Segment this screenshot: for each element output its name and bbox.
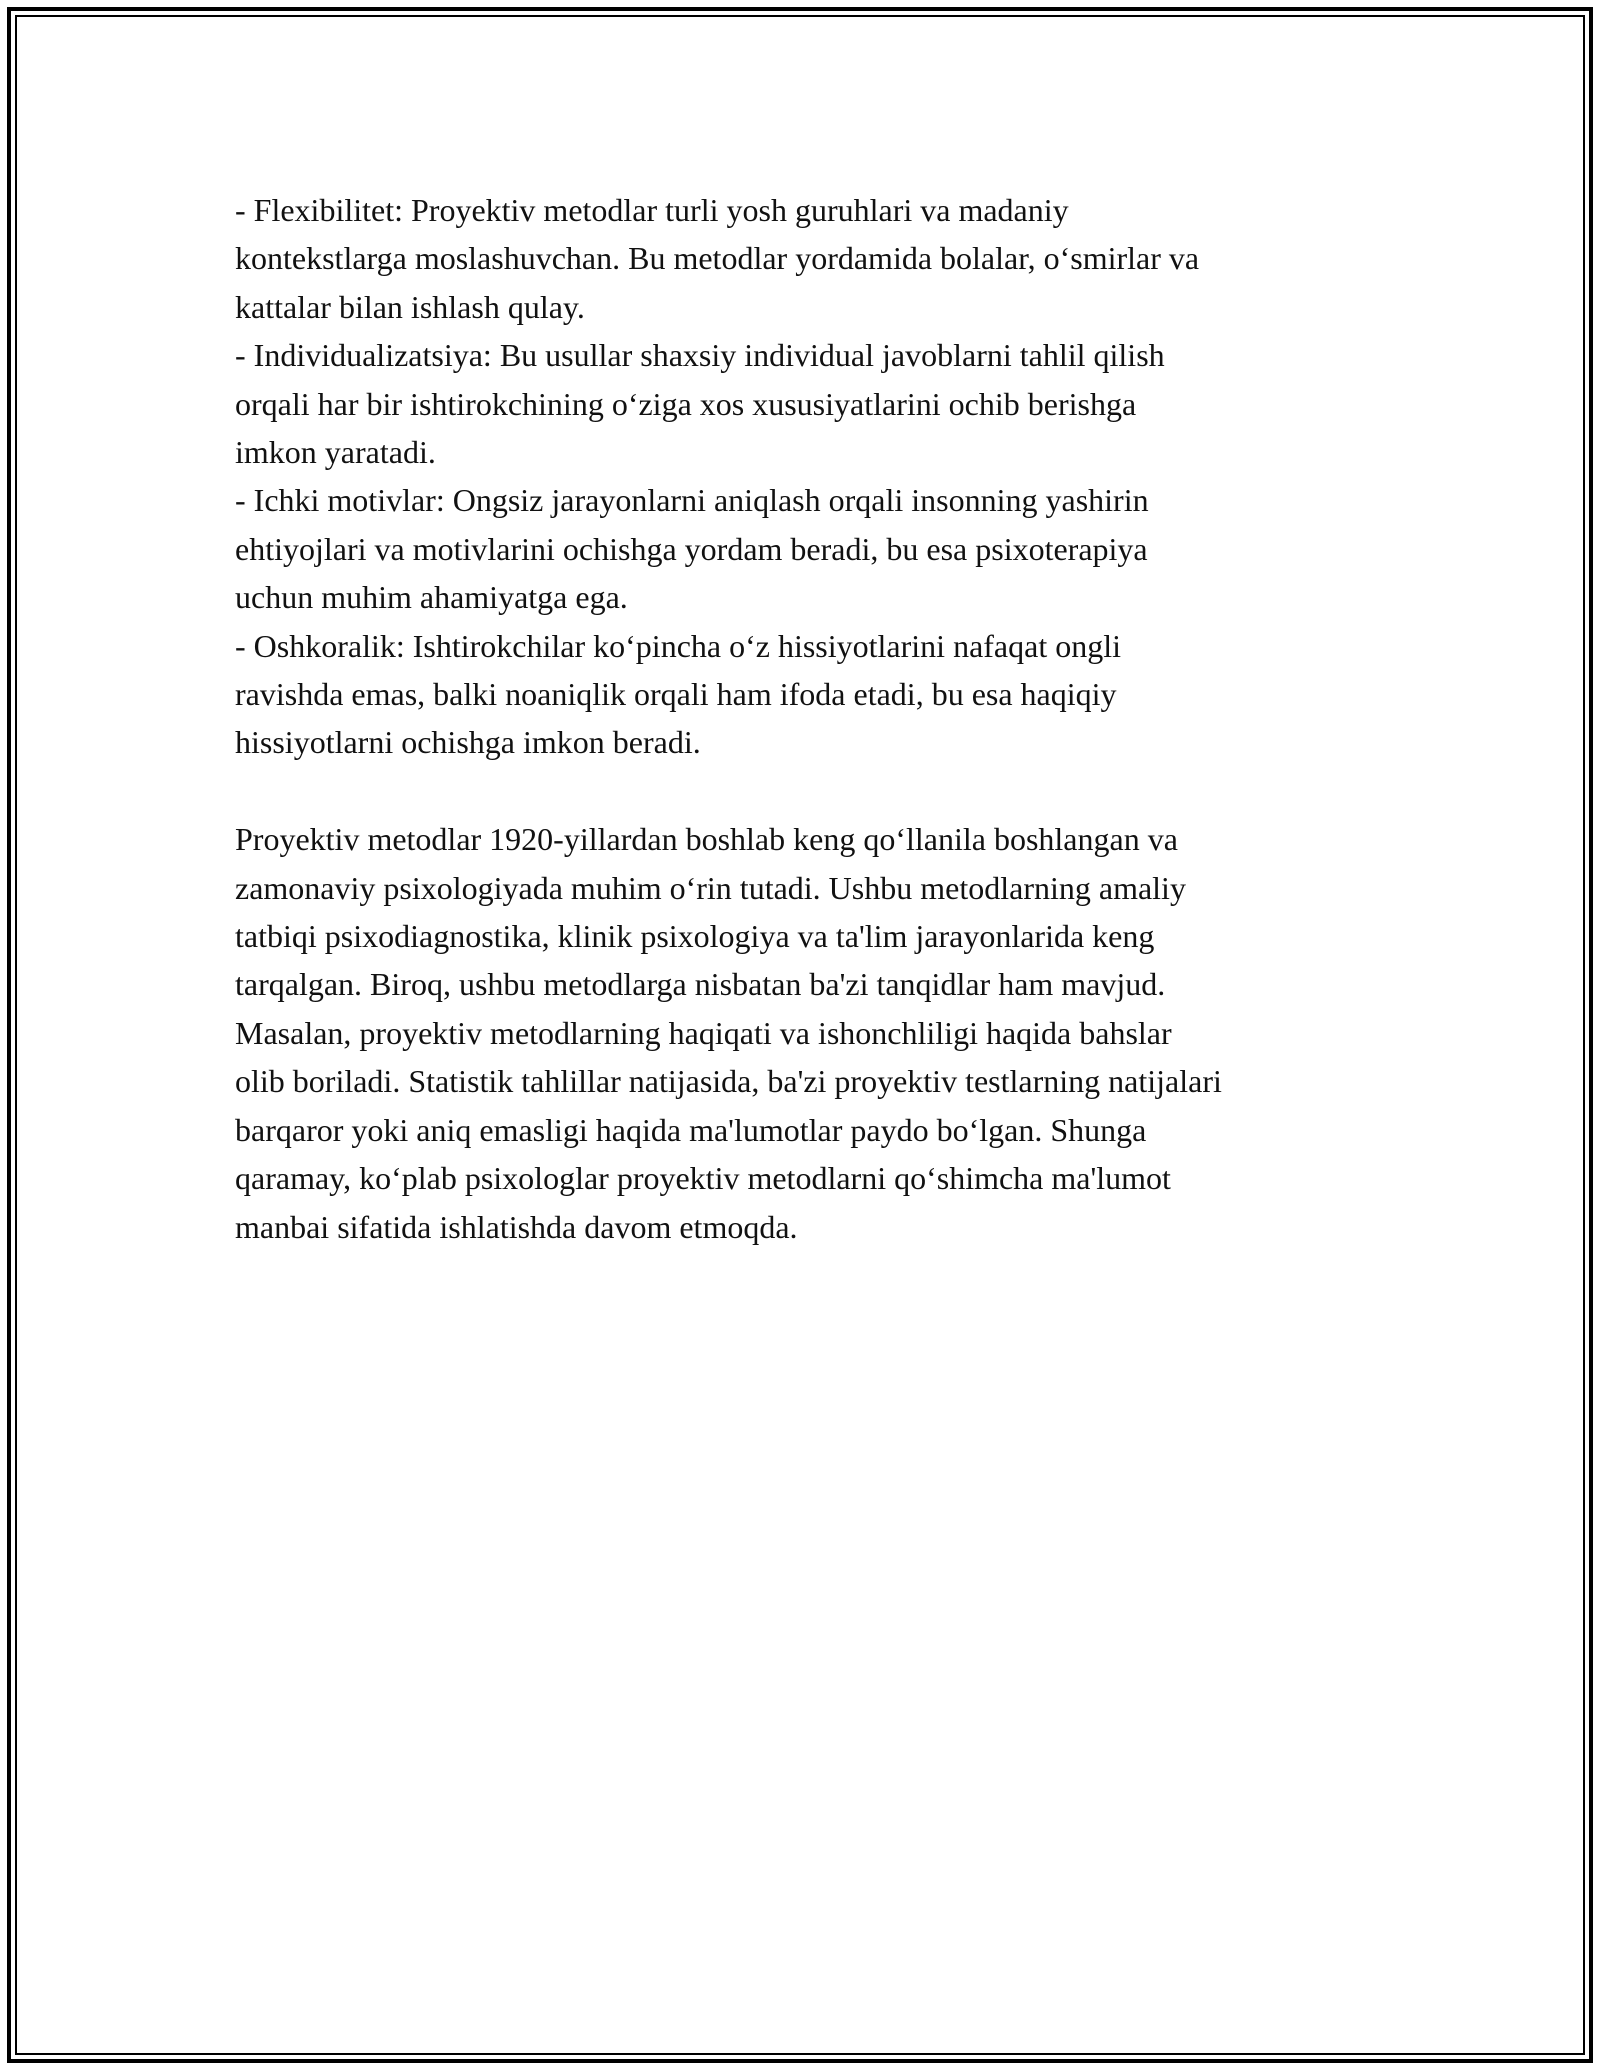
- text-line: - Flexibilitet: Proyektiv metodlar turli yosh guruhlari va madaniy: [235, 192, 1069, 228]
- paragraph: [235, 815, 1395, 1251]
- text-line: orqali har bir ishtirokchining o‘ziga xos xususiyatlarini ochib berishga: [235, 385, 1137, 422]
- text-line: qaramay, ko‘plab psixologlar proyektiv metodlarni qo‘shimcha ma'lumot: [235, 1160, 1171, 1197]
- text-line: uchun muhim ahamiyatga ega.: [235, 579, 628, 616]
- text-line: manbai sifatida ishlatishda davom etmoqda.: [235, 1208, 798, 1245]
- text-line: imkon yaratadi.: [235, 434, 436, 471]
- text-line: Masalan, proyektiv metodlarning haqiqati va ishonchliligi haqida bahslar: [235, 1014, 1172, 1051]
- text-line: - Oshkoralik: Ishtirokchilar ko‘pincha o‘z hissiyotlarini nafaqat ongli: [235, 627, 1121, 664]
- text-line: olib boriladi. Statistik tahlillar natijasida, ba'zi proyektiv testlarning natijalari: [235, 1063, 1222, 1100]
- text-line: tatbiqi psixodiagnostika, klinik psixologiya va ta'lim jarayonlarida keng: [235, 918, 1155, 955]
- text-line: zamonaviy psixologiyada muhim o‘rin tutadi. Ushbu metodlarning amaliy: [235, 869, 1186, 906]
- document-body: [235, 186, 1395, 1251]
- text-line: - Ichki motivlar: Ongsiz jarayonlarni aniqlash orqali insonning yashirin: [235, 482, 1149, 519]
- text-line: kattalar bilan ishlash qulay.: [235, 288, 585, 325]
- text-line: ehtiyojlari va motivlarini ochishga yordam beradi, bu esa psixoterapiya: [235, 530, 1148, 567]
- paragraph-gap: [235, 767, 1395, 815]
- text-line: - Individualizatsiya: Bu usullar shaxsiy individual javoblarni tahlil qilish: [235, 337, 1165, 374]
- text-line: tarqalgan. Biroq, ushbu metodlarga nisbatan ba'zi tanqidlar ham mavjud.: [235, 966, 1166, 1003]
- text-line: Proyektiv metodlar 1920-yillardan boshlab keng qo‘llanila boshlangan va: [235, 821, 1178, 858]
- text-line: ravishda emas, balki noaniqlik orqali ham ifoda etadi, bu esa haqiqiy: [235, 676, 1117, 713]
- text-line: barqaror yoki aniq emasligi haqida ma'lumotlar paydo bo‘lgan. Shunga: [235, 1111, 1147, 1148]
- text-line: hissiyotlarni ochishga imkon beradi.: [235, 724, 701, 761]
- text-line: kontekstlarga moslashuvchan. Bu metodlar yordamida bolalar, o‘smirlar va: [235, 240, 1200, 277]
- bullet-list: [235, 186, 1395, 767]
